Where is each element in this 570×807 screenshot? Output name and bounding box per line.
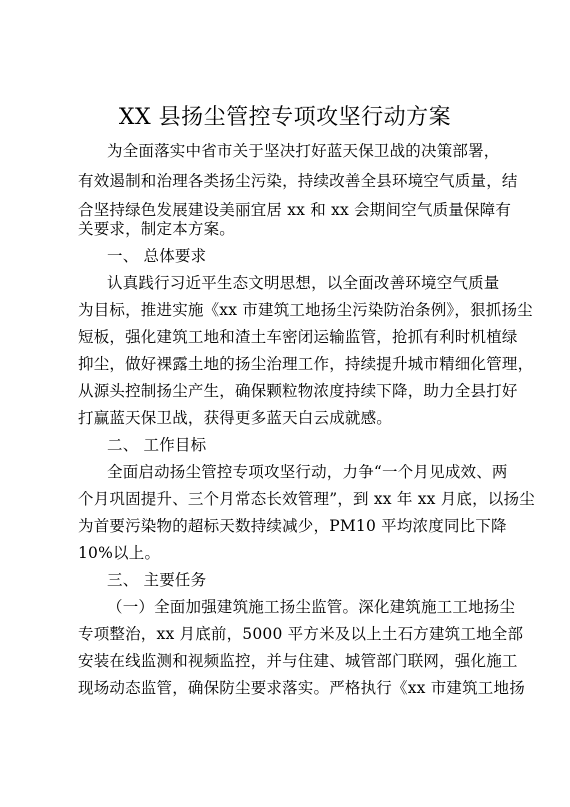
paragraph-line: 为全面落实中省市关于坚决打好蓝天保卫战的决策部署， [107,142,500,160]
paragraph-line: 抑尘，做好裸露土地的扬尘治理工作，持续提升城市精细化管理， [78,355,534,373]
section-heading: 三、 主要任务 [107,571,207,589]
paragraph-line: 现场动态监管，确保防尘要求落实。严格执行《xx 市建筑工地扬 [78,679,525,697]
paragraph-line: （一）全面加强建筑施工扬尘监管。深化建筑施工工地扬尘 [107,598,516,616]
paragraph-line: 个月巩固提升、三个月常态长效管理”，到 xx 年 xx 月底，以扬尘 [78,490,535,508]
paragraph-line: 合坚持绿色发展建设美丽宜居 xx 和 xx 会期间空气质量保障有 [78,201,512,219]
paragraph-line: 全面启动扬尘管控专项攻坚行动，力争“一个月见成效、两 [107,463,508,481]
section-heading: 二、 工作目标 [107,436,207,454]
paragraph-line: 认真践行习近平生态文明思想，以全面改善环境空气质量 [107,274,500,292]
paragraph-line: 从源头控制扬尘产生，确保颗粒物浓度持续下降，助力全县打好 [78,382,518,400]
section-heading: 一、 总体要求 [107,247,207,265]
paragraph-line: 专项整治，xx 月底前，5000 平方米及以上土石方建筑工地全部 [78,625,524,643]
paragraph-line: 短板，强化建筑工地和渣土车密闭运输监管，抢抓有利时机植绿 [78,328,518,346]
paragraph-line: 关要求，制定本方案。 [78,220,236,238]
document-title: XX 县扬尘管控专项攻坚行动方案 [118,105,452,130]
paragraph-line: 安装在线监测和视频监控，并与住建、城管部门联网，强化施工 [78,652,518,670]
paragraph-line: 为首要污染物的超标天数持续减少，PM10 平均浓度同比下降 [78,517,507,535]
paragraph-line: 10%以上。 [78,544,161,562]
paragraph-line: 打赢蓝天保卫战，获得更多蓝天白云成就感。 [78,409,393,427]
paragraph-line: 为目标，推进实施《xx 市建筑工地扬尘污染防治条例》，狠抓扬尘 [78,301,533,319]
paragraph-line: 有效遏制和治理各类扬尘污染，持续改善全县环境空气质量，结 [78,172,518,190]
